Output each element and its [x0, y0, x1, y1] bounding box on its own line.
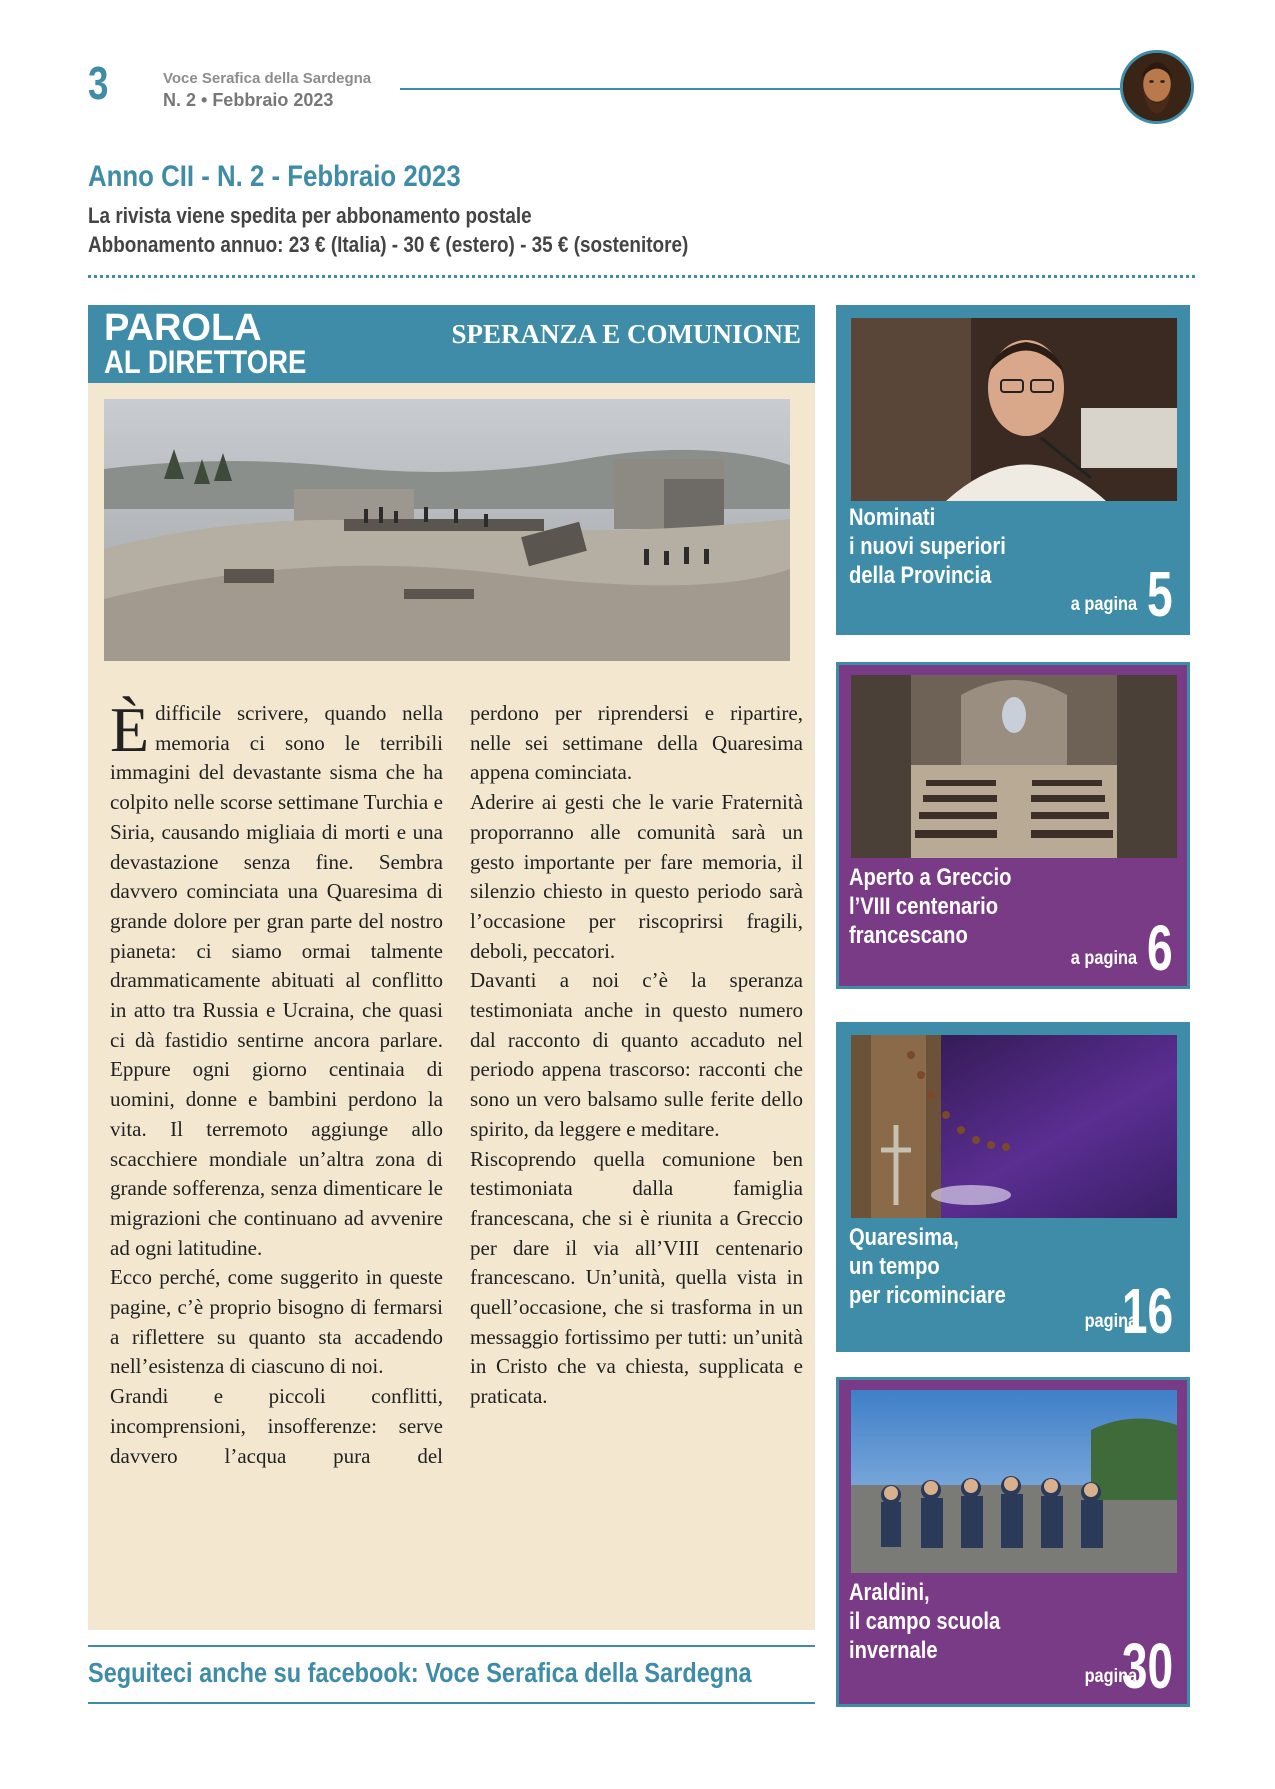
saint-portrait-avatar	[1120, 50, 1194, 124]
card-quaresima[interactable]	[836, 1022, 1190, 1352]
card-title: Aperto a Greccio l’VIII centenario francescano	[849, 864, 1012, 949]
friar-photo	[851, 318, 1177, 501]
card-araldini[interactable]	[836, 1377, 1190, 1707]
card-page-label: a pagina	[1070, 948, 1137, 969]
paragraph: Grandi e piccoli conflitti, incomprensioni, insofferenze: serve davvero l’acqua pura del	[110, 1384, 443, 1468]
card-title: Quaresima, un tempo per ricominciare	[849, 1224, 1006, 1309]
card-page-number: 30	[1121, 1630, 1173, 1702]
editorial-column-left	[110, 694, 443, 1471]
card-page-number: 6	[1147, 912, 1173, 984]
paragraph: Davanti a noi c’è la speranza testimoniata anche in questo numero dal racconto di quanto accaduto nel periodo appena trascorso: racconti che sono un vero balsamo sulle ferite dello spirito, da leggere e meditare.	[470, 968, 803, 1141]
earthquake-photo	[104, 399, 790, 661]
header-rule	[400, 88, 1120, 90]
issue-title: Anno CII - N. 2 - Febbraio 2023	[88, 160, 461, 193]
paragraph: perdono per riprendersi e ripartire, nelle sei settimane della Quaresima appena cominciata.	[470, 701, 803, 785]
card-superiori[interactable]	[836, 305, 1190, 635]
card-page-number: 5	[1147, 558, 1173, 630]
rosary-photo	[851, 1035, 1177, 1218]
card-greccio[interactable]	[836, 662, 1190, 989]
footer-rule-bottom	[88, 1702, 815, 1704]
dropcap: È	[110, 694, 150, 765]
paragraph: difficile scrivere, quando nella memoria ci sono le terribili immagini del devastante sisma che ha colpito nelle scorse settimane Turchia e Siria, causando migliaia di morti e una devastazione senza fine. Sembra davvero cominciata una Quaresima di grande dolore per gran parte del nostro pianeta: ci siamo ormai talmente drammaticamente abituati al conflitto in atto tra Russia e Ucraina, che quasi ci dà fastidio sentirne ancora parlare. Eppure ogni giorno centinaia di uomini, donne e bambini perdono la vita. Il terremoto aggiunge allo scacchiere mondiale un’altra zona di grande sofferenza, senza dimenticare le migrazioni che continuano ad avvenire ad ogni latitudine.	[110, 701, 443, 1260]
page-number: 3	[88, 57, 109, 109]
footer-rule-top	[88, 1645, 815, 1647]
subscription-note: La rivista viene spedita per abbonamento postale	[88, 203, 532, 228]
facebook-link[interactable]: Seguiteci anche su facebook: Voce Serafica della Sardegna	[88, 1657, 752, 1688]
group-photo	[851, 1390, 1177, 1573]
card-page-label: a pagina	[1070, 594, 1137, 615]
editorial-headline: SPERANZA E COMUNIONE	[451, 319, 801, 349]
editorial-column-right	[470, 699, 803, 1412]
card-page-label: pagina	[1084, 1311, 1137, 1332]
editorial-label-bottom: AL DIRETTORE	[104, 344, 307, 380]
editorial-header-band	[88, 305, 815, 383]
editorial-box	[88, 305, 815, 1630]
publication-name: Voce Serafica della Sardegna	[163, 70, 372, 87]
publication-issue: N. 2 • Febbraio 2023	[163, 90, 334, 110]
editorial-label-top: PAROLA	[104, 307, 262, 349]
paragraph: Aderire ai gesti che le varie Fraternità proporranno alle comunità sarà un gesto importante per fare memoria, il silenzio chiesto in questo periodo sarà l’occasione per riscoprirsi fragili, deboli, peccatori.	[470, 790, 803, 963]
church-interior-photo	[851, 675, 1177, 858]
card-page-number: 16	[1121, 1275, 1173, 1347]
dotted-divider	[88, 275, 1195, 278]
paragraph: Riscoprendo quella comunione ben testimoniata dalla famiglia francescana, che si è riunita a Greccio per dare il via all’VIII centenario francescano. Un’unità, quella vista in quell’occasione, che si trasforma in un messaggio fortissimo per tutti: un’unità in Cristo che va chiesta, supplicata e praticata.	[470, 1146, 803, 1409]
paragraph: Ecco perché, come suggerito in queste pagine, c’è proprio bisogno di fermarsi a riflettere su quanto sta accadendo nell’esistenza di ciascuno di noi.	[110, 1265, 443, 1379]
card-title: Nominati i nuovi superiori della Provincia	[849, 504, 1006, 589]
card-title: Araldini, il campo scuola invernale	[849, 1579, 1001, 1664]
card-page-label: pagina	[1084, 1666, 1137, 1687]
subscription-prices: Abbonamento annuo: 23 € (Italia) - 30 € (estero) - 35 € (sostenitore)	[88, 232, 689, 257]
